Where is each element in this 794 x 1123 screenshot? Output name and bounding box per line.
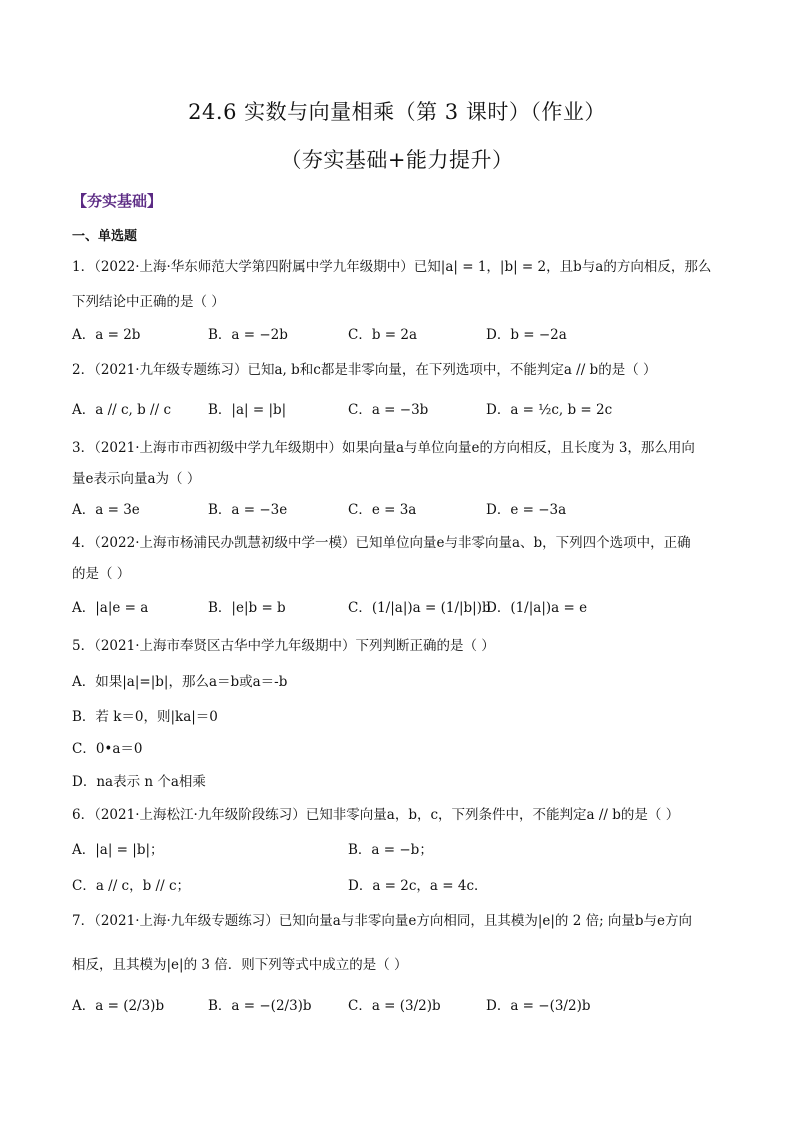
question-1-option-a: A．a = 2b: [72, 327, 141, 343]
question-3-line-1: 3．（2021·上海市市西初级中学九年级期中）如果向量a与单位向量e的方向相反，且长度为 3，那么用向: [72, 440, 695, 456]
question-3-option-b: B．a = −3e: [208, 502, 288, 518]
question-6-line-1: 6．（2021·上海松江·九年级阶段练习）已知非零向量a，b，c，下列条件中，不能判定a // b的是（ ）: [72, 807, 680, 823]
page-title: 24.6 实数与向量相乘（第 3 课时）（作业）: [188, 100, 606, 124]
question-6-option-c: C．a // c，b // c；: [72, 878, 190, 894]
question-3-option-d: D．e = −3a: [486, 502, 567, 518]
question-3-line-2: 量e表示向量a为（ ）: [72, 471, 201, 487]
question-4-option-d: D．(1/|a|)a = e: [486, 600, 588, 616]
question-4-line-2: 的是（ ）: [72, 566, 131, 582]
question-2-option-b: B．|a| = |b|: [208, 402, 287, 418]
question-5-option-d: D．na表示 n 个a相乘: [72, 774, 206, 790]
question-7-option-a: A．a = (2/3)b: [72, 998, 165, 1014]
question-4-line-1: 4．（2022·上海市杨浦民办凯慧初级中学一模）已知单位向量e与非零向量a、b，下列四个选项中，正确: [72, 535, 691, 551]
question-2-option-c: C．a = −3b: [348, 402, 429, 418]
question-7-option-d: D．a = −(3/2)b: [486, 998, 591, 1014]
question-4-option-b: B．|e|b = b: [208, 600, 286, 616]
question-2-option-a: A．a // c, b // c: [72, 402, 172, 418]
part-label: 一、单选题: [72, 229, 138, 244]
section-label: 【夯实基础】: [72, 192, 163, 210]
question-4-option-a: A．|a|e = a: [72, 600, 149, 616]
question-6-option-d: D．a = 2c，a = 4c．: [348, 878, 488, 894]
question-5-option-b: B．若 k＝0，则|ka|＝0: [72, 709, 218, 725]
question-7-option-b: B．a = −(2/3)b: [208, 998, 312, 1014]
question-1-option-c: C．b = 2a: [348, 327, 418, 343]
question-5-option-a: A．如果|a|=|b|，那么a＝b或a＝-b: [72, 674, 288, 690]
question-1-option-b: B．a = −2b: [208, 327, 288, 343]
question-4-option-c: C．(1/|a|)a = (1/|b|)b: [348, 600, 491, 616]
question-3-option-a: A．a = 3e: [72, 502, 140, 518]
question-2-line-1: 2．（2021·九年级专题练习）已知a, b和c都是非零向量，在下列选项中，不能判定a // b的是（ ）: [72, 362, 657, 378]
question-2-option-d: D．a = ½c, b = 2c: [486, 402, 613, 418]
question-7-line-1: 7．（2021·上海·九年级专题练习）已知向量a与非零向量e方向相同，且其模为|e|的 2 倍; 向量b与e方向: [72, 913, 693, 929]
question-5-line-1: 5．（2021·上海市奉贤区古华中学九年级期中）下列判断正确的是（ ）: [72, 638, 495, 654]
question-6-option-b: B．a = −b；: [348, 842, 433, 858]
question-3-option-c: C．e = 3a: [348, 502, 417, 518]
question-1-line-2: 下列结论中正确的是（ ）: [72, 294, 225, 310]
question-1-option-d: D．b = −2a: [486, 327, 567, 343]
question-6-option-a: A．|a| = |b|；: [72, 842, 164, 858]
question-7-line-2: 相反，且其模为|e|的 3 倍．则下列等式中成立的是（ ）: [72, 957, 408, 973]
page-subtitle: （夯实基础+能力提升）: [280, 148, 514, 172]
question-1-line-1: 1．（2022·上海·华东师范大学第四附属中学九年级期中）已知|a| = 1，|b| = 2，且b与a的方向相反，那么: [72, 259, 712, 275]
question-7-option-c: C．a = (3/2)b: [348, 998, 441, 1014]
question-5-option-c: C．0•a＝0: [72, 741, 143, 757]
